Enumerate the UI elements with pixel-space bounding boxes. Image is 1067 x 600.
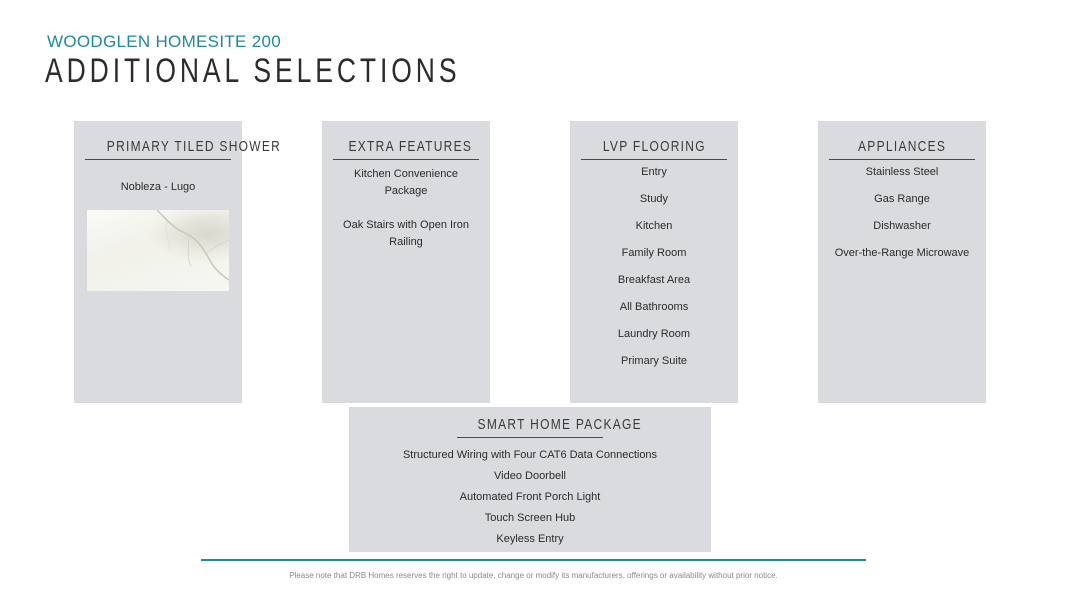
list-item: Breakfast Area <box>617 274 691 286</box>
card-title: EXTRA FEATURES <box>333 138 479 160</box>
list-item: Oak Stairs with Open Iron Railing <box>343 219 469 248</box>
list-item: Over-the-Range Microwave <box>834 247 970 259</box>
card-title: LVP FLOORING <box>581 138 727 160</box>
list-item: Touch Screen Hub <box>484 512 576 524</box>
list-item: All Bathrooms <box>619 301 689 313</box>
card-title: SMART HOME PACKAGE <box>457 416 603 438</box>
list-item: Automated Front Porch Light <box>459 491 601 503</box>
list-item: Gas Range <box>874 193 930 205</box>
list-item: Kitchen Convenience Package <box>354 168 458 197</box>
footer-divider <box>201 559 866 561</box>
list-item: Study <box>639 193 669 205</box>
card-lvp-flooring <box>570 121 738 403</box>
page-title: ADDITIONAL SELECTIONS <box>45 52 461 90</box>
card-title: APPLIANCES <box>829 138 975 160</box>
disclaimer-note: Please note that DRB Homes reserves the right to update, change or modify its manufacturers, offerings or availability without prior notice. <box>289 571 778 580</box>
list-item: Laundry Room <box>617 328 691 340</box>
card-title: PRIMARY TILED SHOWER <box>85 138 231 160</box>
list-item: Primary Suite <box>620 355 688 367</box>
card-appliances <box>818 121 986 403</box>
list-item: Structured Wiring with Four CAT6 Data Connections <box>402 449 658 461</box>
list-item: Dishwasher <box>873 220 931 232</box>
list-item: Stainless Steel <box>865 166 939 178</box>
homesite-subtitle: WOODGLEN HOMESITE 200 <box>47 32 281 51</box>
card-primary-tiled-shower <box>74 121 282 403</box>
card-extra-features <box>322 121 490 403</box>
tile-swatch-image <box>87 210 229 291</box>
list-item: Keyless Entry <box>496 533 564 545</box>
card-smart-home-package <box>349 407 711 552</box>
list-item: Kitchen <box>635 220 673 232</box>
list-item: Family Room <box>621 247 687 259</box>
list-item: Entry <box>641 166 667 178</box>
list-item: Video Doorbell <box>494 470 566 482</box>
list-item: Nobleza - Lugo <box>120 181 196 193</box>
